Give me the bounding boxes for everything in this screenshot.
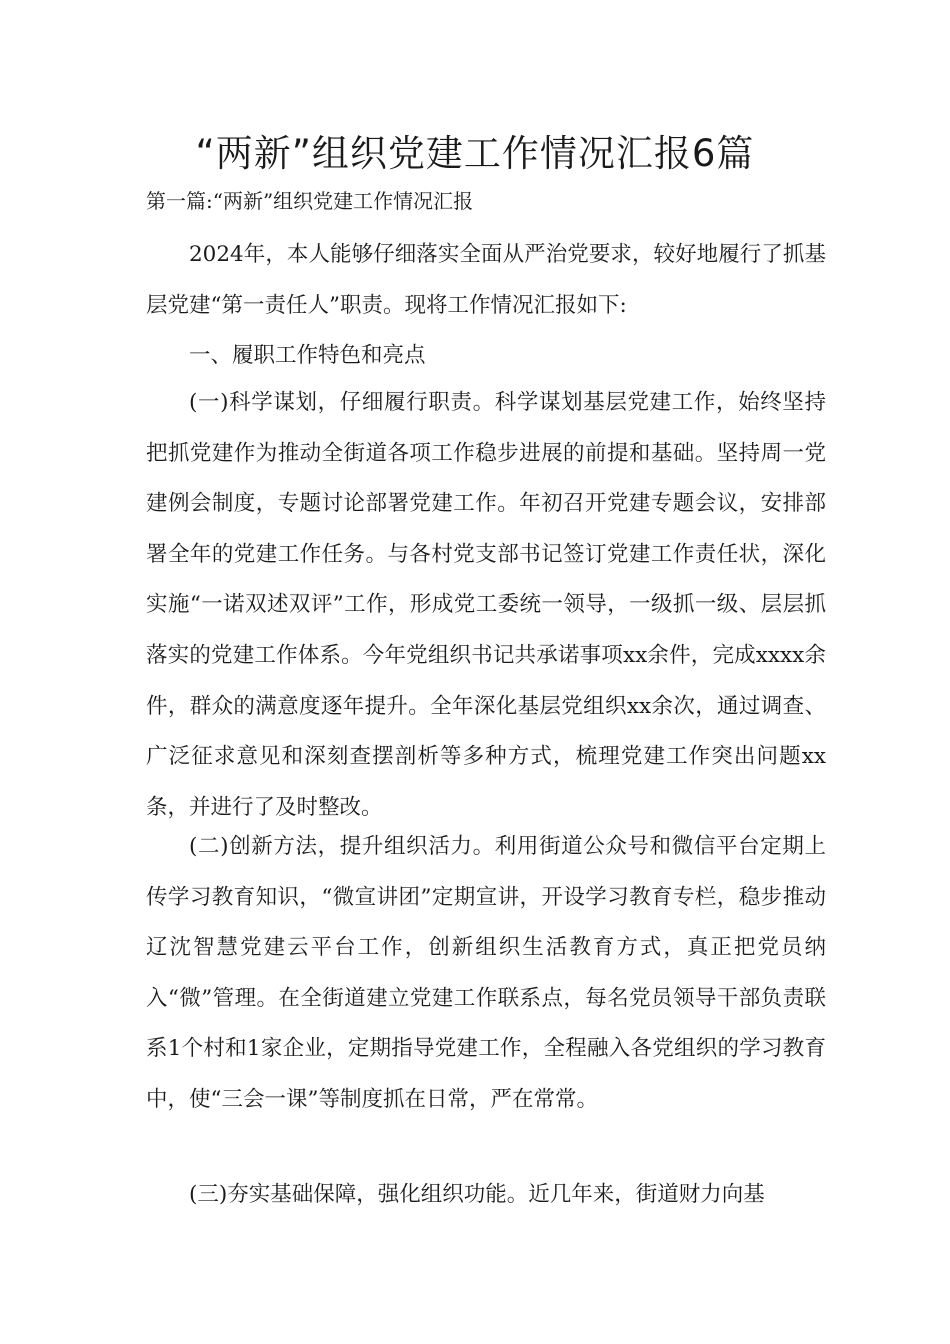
- intro-paragraph: 2024年，本人能够仔细落实全面从严治党要求，较好地履行了抓基层党建“第一责任人”职责。现将工作情况汇报如下:: [146, 242, 826, 318]
- chapter-subtitle: 第一篇:“两新”组织党建工作情况汇报: [146, 189, 474, 213]
- item-1-paragraph: (一)科学谋划，仔细履行职责。科学谋划基层党建工作，始终坚持把抓党建作为推动全街道各项工作稳步进展的前提和基础。坚持周一党建例会制度，专题讨论部署党建工作。年初召开党建专题会议，安排部署全年的党建工作任务。与各村党支部书记签订党建工作责任状，深化实施“一诺双述双评”工作，形成党工委统一领导，一级抓一级、层层抓落实的党建工作体系。今年党组织书记共承诺事项xx余件，完成xxxx余件，群众的满意度逐年提升。全年深化基层党组织xx余次，通过调查、广泛征求意见和深刻查摆剖析等多种方式，梳理党建工作突出问题xx条，并进行了及时整改。: [146, 390, 826, 820]
- section-heading: 一、履职工作特色和亮点: [189, 343, 426, 368]
- document-title: “两新”组织党建工作情况汇报6篇: [195, 132, 755, 175]
- item-2-paragraph: (二)创新方法，提升组织活力。利用街道公众号和微信平台定期上传学习教育知识，“微宣讲团”定期宣讲，开设学习教育专栏，稳步推动辽沈智慧党建云平台工作，创新组织生活教育方式，真正把党员纳入“微”管理。在全街道建立党建工作联系点，每名党员领导干部负责联系1个村和1家企业，定期指导党建工作，全程融入各党组织的学习教育中，使“三会一课”等制度抓在日常，严在常常。: [146, 834, 826, 1112]
- item-3-paragraph: (三)夯实基础保障，强化组织功能。近几年来，街道财力向基: [189, 1182, 765, 1207]
